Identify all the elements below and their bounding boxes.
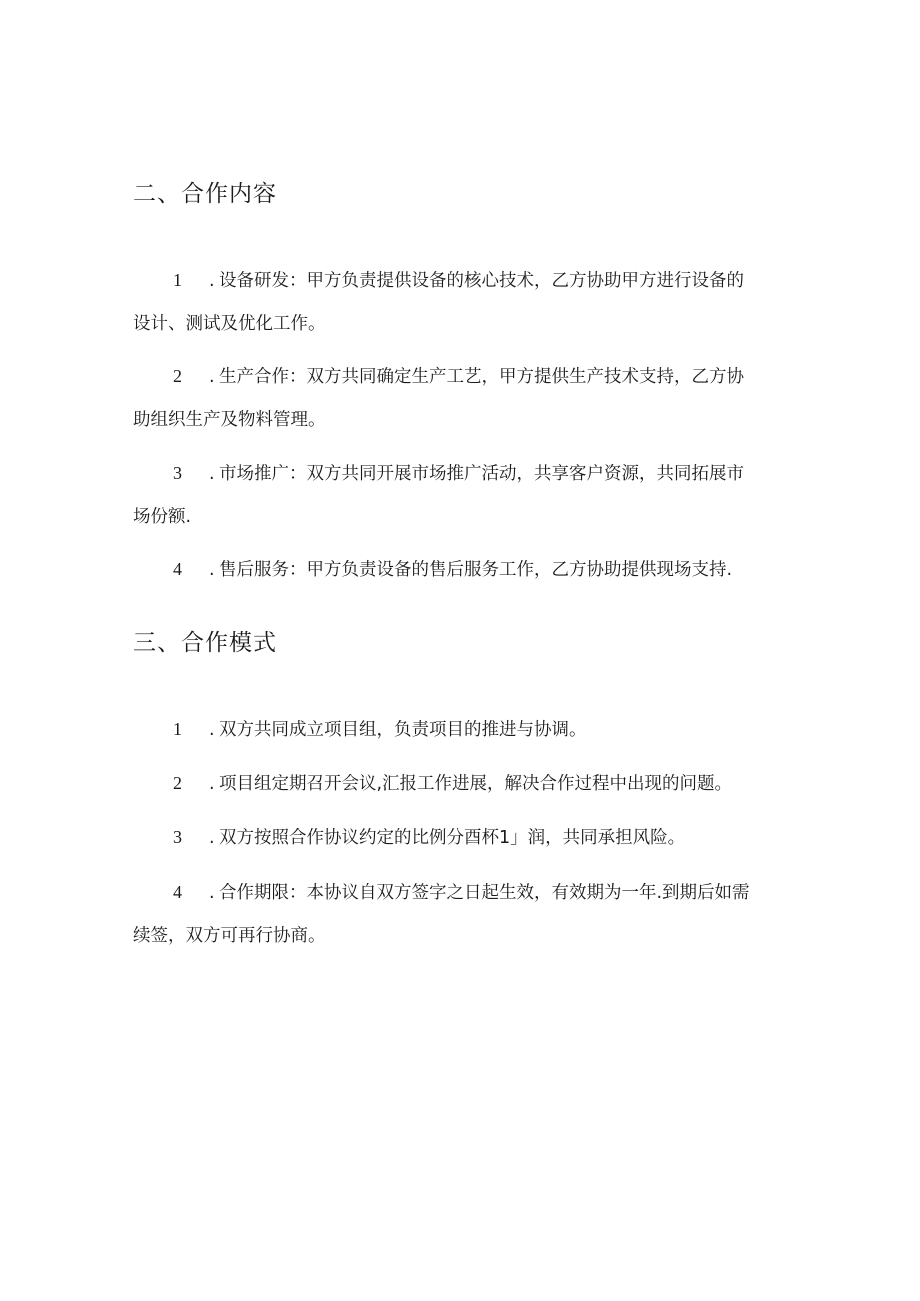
item-number: 3 [173, 827, 182, 847]
item-first-line [133, 870, 778, 914]
item-text: 项目组定期召开会议,汇报工作进展，解决合作过程中出现的问题。 [219, 774, 733, 794]
item-first-line [133, 761, 778, 805]
item-number: 1 [173, 719, 182, 739]
item-number: 4 [173, 882, 182, 902]
item-dot: . [209, 774, 215, 794]
section-heading-cooperation-mode: 三、合作模式 [133, 630, 277, 656]
item-continuation-line: 续签，双方可再行协商。 [133, 926, 326, 946]
item-dot: . [209, 560, 215, 580]
item-text: 售后服务：甲方负责设备的售后服务工作，乙方协助提供现场支持. [219, 560, 733, 580]
item-text: 市场推广：双方共同开展市场推广活动，共享客户资源，共同拓展市 [219, 464, 744, 484]
item-number: 2 [173, 366, 182, 386]
list-item [133, 815, 778, 859]
item-text: 设备研发：甲方负责提供设备的核心技术，乙方协助甲方进行设备的 [219, 271, 744, 291]
item-text: 合作期限：本协议自双方签字之日起生效，有效期为一年.到期后如需 [219, 883, 750, 903]
item-number: 2 [173, 773, 182, 793]
item-number: 1 [173, 270, 182, 290]
item-number: 4 [173, 559, 182, 579]
item-dot: . [209, 271, 215, 291]
item-first-line [133, 451, 778, 495]
list-item [133, 354, 778, 442]
item-text: 双方共同成立项目组，负责项目的推进与协调。 [219, 720, 587, 740]
item-dot: . [209, 828, 215, 848]
item-continuation-line: 助组织生产及物料管理。 [133, 410, 326, 430]
item-text: 双方按照合作协议约定的比例分酉杯1」润，共同承担风险。 [219, 828, 686, 848]
list-item [133, 761, 778, 805]
item-dot: . [209, 464, 215, 484]
item-continuation-line: 场份额. [133, 507, 192, 527]
list-item [133, 451, 778, 539]
item-first-line [133, 354, 778, 398]
item-dot: . [209, 367, 215, 387]
list-item [133, 707, 778, 751]
item-first-line [133, 815, 778, 859]
item-first-line [133, 547, 778, 591]
item-continuation-line: 设计、测试及优化工作。 [133, 314, 326, 334]
list-item [133, 547, 778, 591]
item-first-line [133, 707, 778, 751]
list-item [133, 870, 778, 958]
list-item [133, 258, 778, 346]
item-first-line [133, 258, 778, 302]
section-heading-cooperation-content: 二、合作内容 [133, 181, 277, 207]
item-dot: . [209, 720, 215, 740]
item-text: 生产合作：双方共同确定生产工艺，甲方提供生产技术支持，乙方协 [219, 367, 744, 387]
item-number: 3 [173, 463, 182, 483]
item-dot: . [209, 883, 215, 903]
